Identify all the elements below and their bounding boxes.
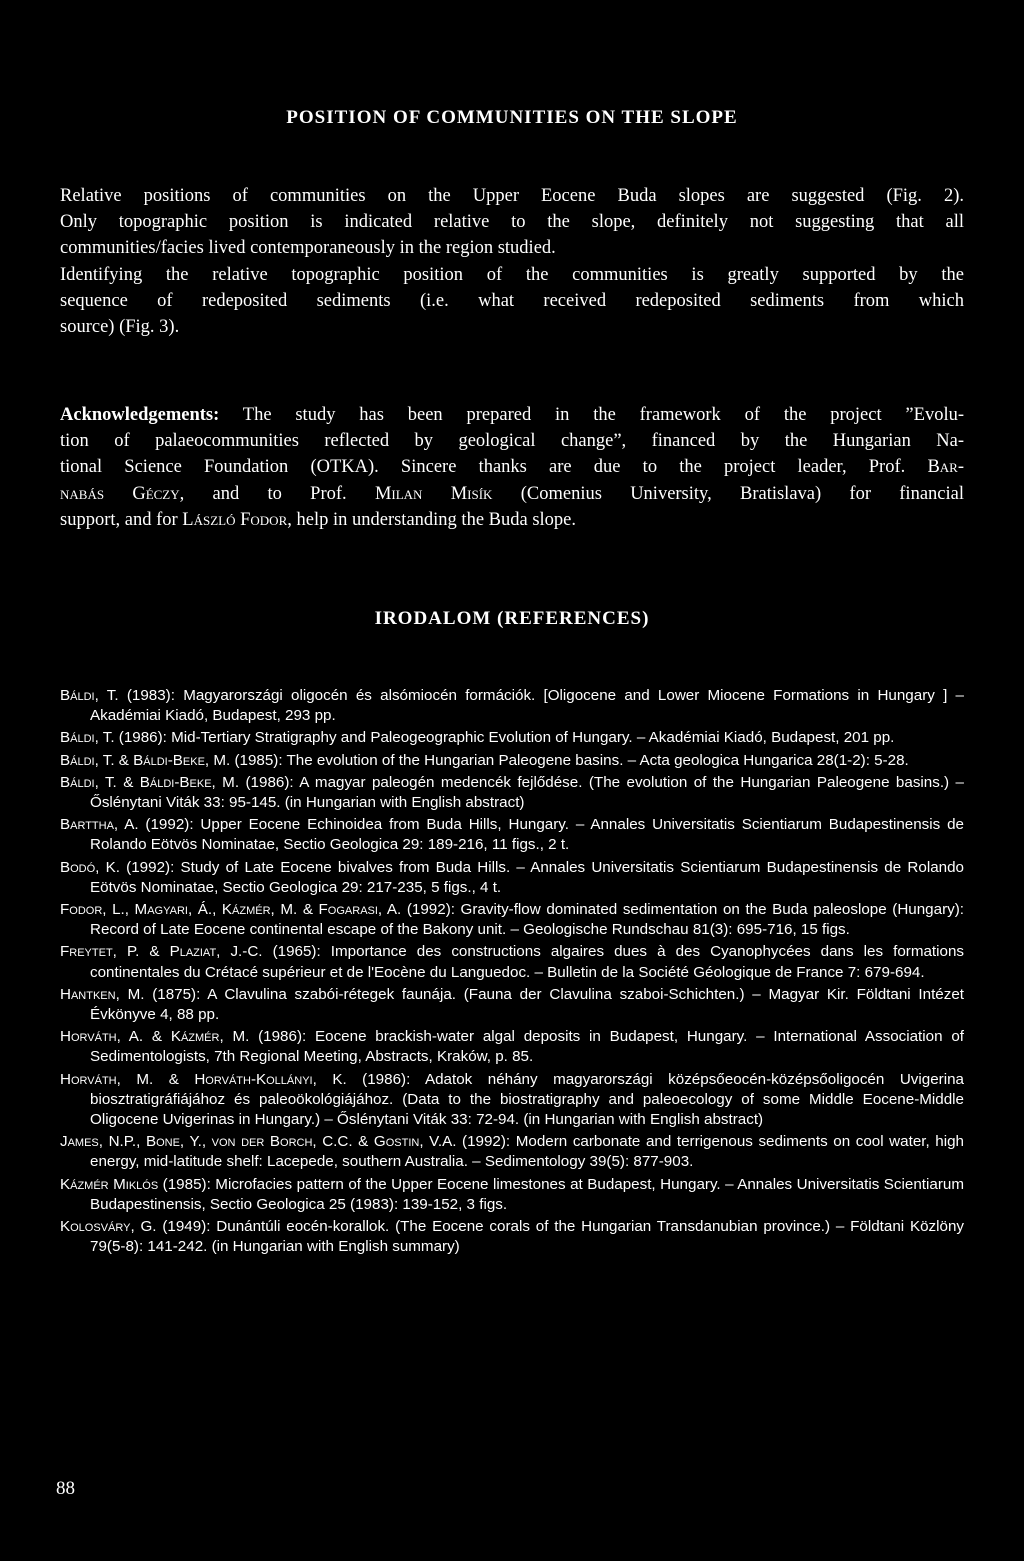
reference-authors: Horváth, M. & Horváth-Kollányi, K. xyxy=(60,1070,347,1088)
reference-authors: Freytet, P. & Plaziat, J.-C. xyxy=(60,943,263,961)
reference-authors: Barttha, A. xyxy=(60,816,139,834)
acknowledgements-label: Acknowledgements: xyxy=(60,405,220,425)
reference-text: (1986): Adatok néhány magyarországi középsőeocén-középsőoligocén Uvigerina biosztratigráfiájához és paleoökológiájához. (Data to the biostratigraphy and paleoecology of some Middle Eocene-Middle Oligocene Uvigerinas in Hungary.) – Őslénytani Viták 33: 72-94. (in Hungarian with English abstract) xyxy=(90,1070,964,1129)
paragraph-line: Only topographic position is indicated relative to the slope, definitely not suggesting that all xyxy=(60,212,964,233)
person-name: László Fodor xyxy=(182,509,288,530)
acknowledgements-text: , help in understanding the Buda slope. xyxy=(287,509,577,530)
reference-entry xyxy=(60,686,964,726)
section-heading-references: IRODALOM (REFERENCES) xyxy=(374,608,650,629)
person-name: Bar- xyxy=(927,457,964,478)
reference-text: (1985): Microfacies pattern of the Upper Eocene limestones at Budapest, Hungary. – Annales Universitatis Scientiarum Budapestinensis, Sectio Geologica 25 (1983): 139-152, 3 figs. xyxy=(90,1175,964,1213)
paragraph-line xyxy=(60,454,964,480)
reference-text: (1992): Gravity-flow dominated sedimentation on the Buda paleoslope (Hungary): Record of Late Eocene continental escape of the Bakony unit. – Geologische Rundschau 81(3): 695-716, 15 figs. xyxy=(90,901,965,939)
acknowledgements-text: , and to Prof. xyxy=(179,483,375,504)
reference-authors: Bodó, K. xyxy=(60,858,120,876)
reference-text: (1986): A magyar paleogén medencék fejlődése. (The evolution of the Hungarian Paleogene basins.) – Őslénytani Viták 33: 95-145. (in Hungarian with English abstract) xyxy=(90,773,964,812)
reference-authors: Báldi, T. xyxy=(60,729,115,747)
reference-entry xyxy=(60,1217,964,1257)
reference-entry xyxy=(60,1027,964,1067)
acknowledgements-text: tional Science Foundation (OTKA). Sincere thanks are due to the project leader, Prof. xyxy=(60,457,928,478)
paragraph-line: sequence of redeposited sediments (i.e. what received redeposited sediments from which xyxy=(60,290,964,311)
reference-entry xyxy=(60,985,964,1025)
person-name: Milan Misík xyxy=(374,483,493,504)
paragraph-line: communities/facies lived contemporaneously in the region studied. xyxy=(60,238,556,259)
reference-entry xyxy=(60,728,964,748)
reference-authors: Báldi, T. & Báldi-Beke, M. xyxy=(60,751,231,769)
paragraph-position xyxy=(60,183,964,340)
reference-authors: James, N.P., Bone, Y., von der Borch, C.C. & Gostin, V.A. xyxy=(60,1133,457,1151)
reference-list xyxy=(60,686,964,1259)
reference-text: (1986): Eocene brackish-water algal deposits in Budapest, Hungary. – International Association of Sedimentologists, 7th Regional Meeting, Abstracts, Kraków, p. 85. xyxy=(90,1028,964,1066)
page-number: 88 xyxy=(56,1478,75,1499)
reference-entry xyxy=(60,858,964,898)
reference-authors: Horváth, A. & Kázmér, M. xyxy=(60,1028,250,1046)
paragraph-line xyxy=(60,402,964,428)
reference-entry xyxy=(60,942,964,982)
reference-text: (1983): Magyarországi oligocén és alsómiocén formációk. [Oligocene and Lower Miocene Formations in Hungary ] – Akadémiai Kiadó, Budapest, 293 pp. xyxy=(90,687,965,725)
reference-text: (1875): A Clavulina szabói-rétegek faunája. (Fauna der Clavulina szaboi-Schichten.) – Magyar Kir. Földtani Intézet Évkönyve 4, 88 pp. xyxy=(90,985,964,1024)
reference-text: (1992): Upper Eocene Echinoidea from Buda Hills, Hungary. – Annales Universitatis Scientiarum Budapestinensis de Rolando Eötvös Nominatae, Sectio Geologica 29: 189-216, 11 figs., 2 t. xyxy=(90,816,964,854)
paragraph-line: Identifying the relative topographic position of the communities is greatly supported by the xyxy=(60,264,964,285)
person-name: nabás Géczy xyxy=(60,483,180,504)
reference-authors: Kolosváry, G. xyxy=(60,1218,157,1236)
reference-text: (1949): Dunántúli eocén-korallok. (The Eocene corals of the Hungarian Transdanubian province.) – Földtani Közlöny 79(5-8): 141-242. (in Hungarian with English summary) xyxy=(90,1218,964,1256)
reference-text: (1965): Importance des constructions algaires dues à des Cyanophycées dans les formations continentales du Crétacé supérieur et de l'Eocène du Languedoc. – Bulletin de la Société Géologique de France 7: 679-694. xyxy=(90,943,965,981)
reference-authors: Kázmér Miklós xyxy=(60,1175,159,1193)
reference-entry xyxy=(60,900,964,940)
reference-entry xyxy=(60,815,964,855)
paragraph-line: source) (Fig. 3). xyxy=(60,317,180,338)
reference-entry xyxy=(60,1132,964,1172)
reference-authors: Báldi, T. xyxy=(60,687,119,704)
paragraph-line: tion of palaeocommunities reflected by geological change”, financed by the Hungarian Na- xyxy=(60,431,964,452)
reference-text: (1992): Study of Late Eocene bivalves from Buda Hills. – Annales Universitatis Scientiarum Budapestinensis de Rolando Eötvös Nominatae, Sectio Geologica 29: 217-235, 5 figs., 4 t. xyxy=(90,858,964,896)
reference-text: (1985): The evolution of the Hungarian Paleogene basins. – Acta geologica Hungarica 28(1-2): 5-28. xyxy=(230,751,909,769)
reference-entry xyxy=(60,773,964,813)
reference-text: (1992): Modern carbonate and terrigenous sediments on cool water, high energy, mid-latitude shelf: Lacepede, southern Australia. – Sedimentology 39(5): 877-903. xyxy=(90,1133,964,1171)
acknowledgements-text: support, and for xyxy=(60,509,183,530)
reference-entry xyxy=(60,751,964,771)
reference-entry xyxy=(60,1175,964,1215)
acknowledgements-paragraph xyxy=(60,402,964,533)
reference-text: (1986): Mid-Tertiary Stratigraphy and Paleogeographic Evolution of Hungary. – Akadémiai Kiadó, Budapest, 201 pp. xyxy=(114,729,895,747)
paragraph-line xyxy=(60,507,964,533)
acknowledgements-text: The study has been prepared in the framework of the project ”Evolu- xyxy=(219,405,964,425)
paragraph-line xyxy=(60,481,964,507)
reference-authors: Hantken, M. xyxy=(60,985,145,1003)
acknowledgements-text: (Comenius University, Bratislava) for financial xyxy=(492,483,964,504)
paragraph-line: Relative positions of communities on the Upper Eocene Buda slopes are suggested (Fig. 2). xyxy=(60,186,964,206)
reference-authors: Fodor, L., Magyari, Á., Kázmér, M. & Fogarasi, A. xyxy=(60,901,402,919)
reference-entry xyxy=(60,1070,964,1131)
section-heading-position: POSITION OF COMMUNITIES ON THE SLOPE xyxy=(286,107,738,128)
reference-authors: Báldi, T. & Báldi-Beke, M. xyxy=(60,773,240,791)
